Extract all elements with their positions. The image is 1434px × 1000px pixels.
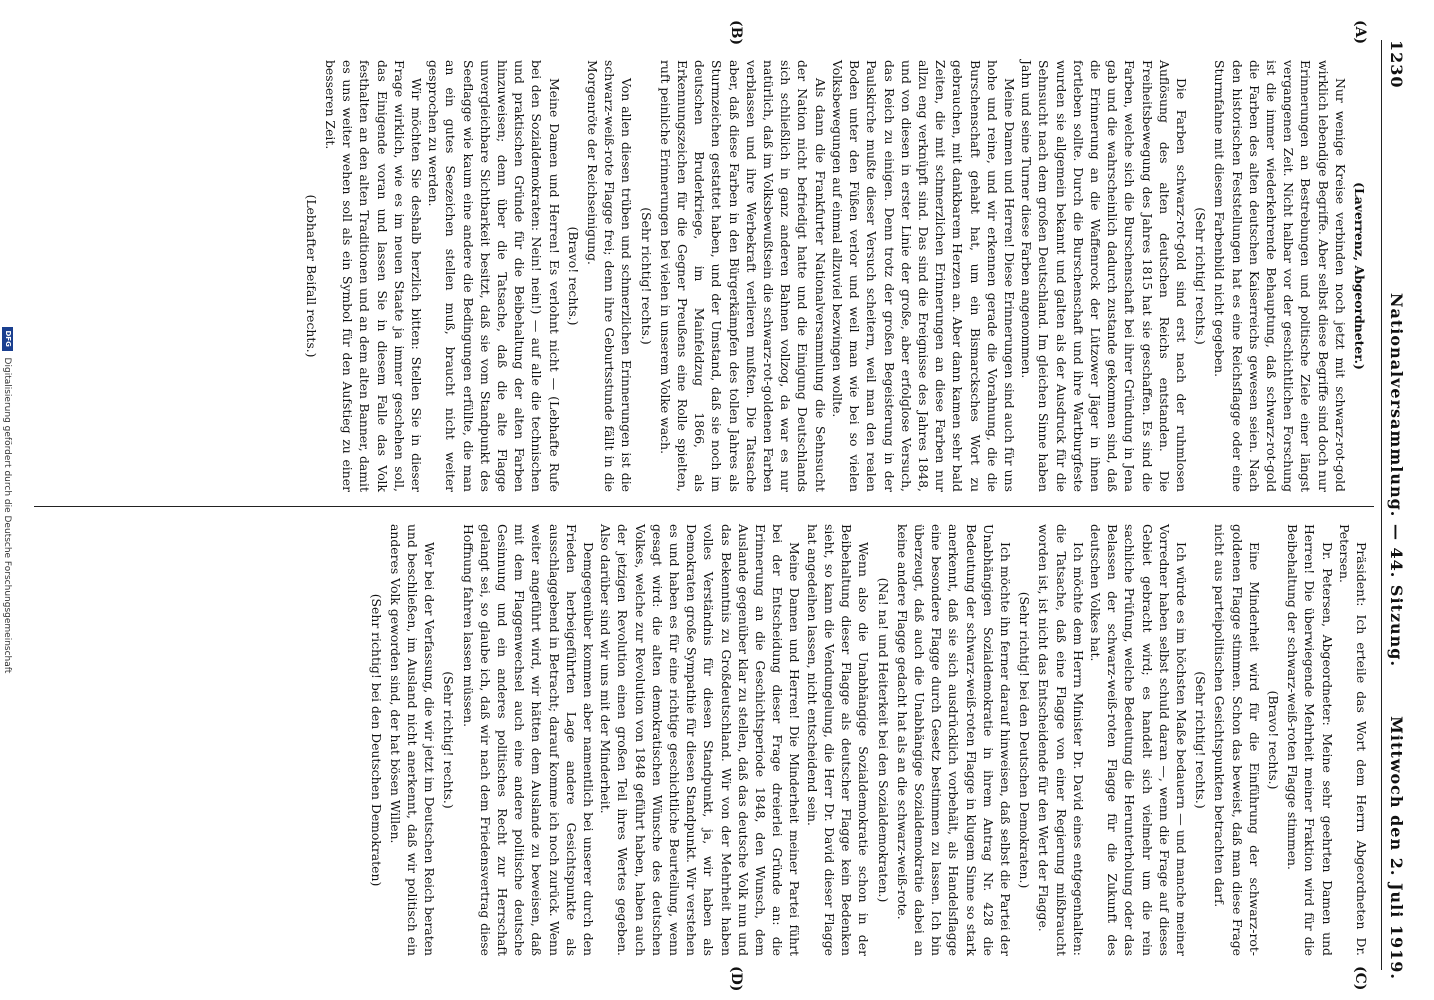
paragraph: Als dann die Frankfurter Nationalversammlung die Sehnsucht der Nation nicht befriedigt hatte und die Einigung Deutschlands sich schließlich in ganz anderen Bahnen vollzog, da war es nur natürlich, daß im Volksbewußtsein die schwarz-rot-goldenen Farben verblassen und ihre Werbekraft verlieren mußten. Die Tatsache aber, daß diese Farben in den Bürgerkämpfen des tollen Jahres als Sturmzeichen gestattet haben, und der Umstand, daß sie noch im deutschen Bruderkriege, im Mainfeldzug 1866, als Erkennungszeichen für die Gegner Preußens eine Rolle spielten, ruft peinliche Erinnerungen bei vielen in unserem Volke wach. — [657, 60, 828, 492]
page-header — [1382, 40, 1410, 980]
paragraph: Ich möchte ihn ferner darauf hinweisen, daß selbst die Partei der Unabhängigen Sozialdemokratie in ihrem Antrag Nr. 428 die Bedeutung der schwarz-weiß-roten Flagge in klugem Sinne so stark anerkennt, daß sie sich ausdrücklich vorbehält, als Handelsflagge eine besondere Flagge durch Gesetz bestimmen zu lassen. Ich bin überzeugt, daß auch die Unabhängige Sozialdemokratie dabei an keine andere Flagge gedacht hat als an die schwarz-weiß-rote. — [894, 524, 1013, 956]
paragraph: Nur wenige Kreise verbinden noch jetzt mit schwarz-rot-gold wirklich lebendige Begriffe. Aber selbst diese Begriffe sind doch nur Erinnerungen an Bestrebungen und politische Ziele einer längst vergangenen Zeit. Nicht halbar vor der geschichtlichen Forschung ist die immer wiederkehrende Behauptung, daß schwarz-rot-gold die Farben des alten deutschen Kaiserreichs gewesen seien. Nach den historischen Feststellungen hat es eine Reichsflagge oder eine Sturmfahne mit diesem Farbenbild nicht gegeben. — [1212, 60, 1348, 492]
margin-letter-c: (C) — [1352, 966, 1368, 991]
interjection: (Sehr richtig! rechts.) — [1193, 671, 1209, 809]
margin-letter-a: (A) — [1352, 20, 1368, 45]
column-divider — [34, 506, 1374, 507]
paragraph: Demgegenüber kommen aber namentlich bei unserer durch den Frieden herbeigeführten Lage andere Gesichtspunkte als ausschlaggebend in Betracht; darauf komme ich noch zurück. Wenn weiter angeführt wird, wir hätten dem Auslande zu beweisen, daß mit dem Flaggenwechsel auch eine andere politische deutsche Gesinnung und ein anderes politisches Recht zur Herrschaft gelangt sei, so glaube ich, daß wir nach dem Friedensvertrag diese Hoffnung fahren lassen müssen. — [460, 524, 597, 956]
footer-credit — [2, 0, 13, 1000]
paragraph: Von allen diesen trüben und schmerzlichen Erinnerungen ist die schwarz-weiß-rote Flagge frei; denn ihre Geburtsstunde fällt in die Morgenröte der Reichseinigung. — [585, 60, 635, 492]
dfg-logo: DFG — [2, 327, 13, 351]
paragraph: Meine Damen und Herren! Diese Erinnerungen sind auch für uns hohe und reine, und wir erkennen gerade die Vorahnung, die die Burschenschaft gehabt hat, um ein Bismarcksches Wort zu gebrauchen, mit dankbarem Herzen an. Aber dann kamen sehr bald Zeiten, die mit schmerzlichen Erinnerungen an diese Farben nur allzu eng verknüpft sind. Das sind die Ereignisse des Jahres 1848, und von diesen in erster Linie der große, aber erfolglose Versuch, das Reich zu einigen. Denn trotz der großen Begeisterung in der Paulskirche mußte dieser Versuch scheitern, weil man den realen Boden unter den Füßen verlor und weil man wie bei so vielen Volksbewegungen auf einmal allzuviel bezwingen wollte. — [829, 60, 1017, 492]
interjection: (Sehr richtig! rechts.) — [638, 207, 654, 345]
header-rule — [1381, 40, 1382, 970]
paragraph: Ich würde es im höchsten Maße bedauern — und manche meiner Vorredner haben selbst schuld daran —, wenn die Frage auf dieses Gebiet gebracht wird; es handelt sich vielmehr um die rein sachliche Prüfung, welche Bedeutung die Herunterholung oder das Belassen der schwarz-weiß-roten Flagge für die Zukunft des deutschen Volkes hat. — [1087, 524, 1189, 956]
page-number: 1230 — [1387, 40, 1406, 89]
interjection: (Na! na! und Heiterkeit bei den Sozialdemokraten.) — [875, 577, 891, 903]
interjection: (Sehr richtig! bei den Deutschen Demokraten) — [368, 593, 384, 887]
paragraph: Meine Damen und Herren! Die Minderheit meiner Partei führt bei der Entscheidung dieser Frage dreierlei Gründe an: die Erinnerung an die Geschichtsperiode 1848, den Wunsch, dem Auslande gegenüber klar zu stellen, daß das deutsche Volk nun und das Bekenntnis zu Großdeutschland. Wir von der Mehrheit haben volles Verständnis für diesen Standpunkt, ja, wir haben als Demokraten große Sympathie für diesen Standpunkt. Wir verstehen es und haben es für eine richtige geschichtliche Beurteilung, wenn gesagt wird: die alten demokratischen Wünsche des deutschen Volkes, welche zur Revolution von 1848 geführt haben, haben auch der jetzigen Revolution einen großen Teil ihres Wertes gegeben. Also darüber sind wir uns mit der Minderheit. — [598, 524, 803, 956]
paragraph: Die Farben schwarz-rot-gold sind erst nach der ruhmlosen Auflösung des alten deutschen Reichs entstanden. Die Freiheitsbewegung des Jahres 1815 hat sie geschaffen. Es sind die Farben, welche sich die Burschenschaft bei ihrer Gründung in Jena gab und die wahrscheinlich dadurch zustande gekommen sind, daß die Erinnerung an die Waffenrock der Lützower Jäger in ihnen fortleben sollte. Durch die Burschenschaft und ihre Wartburgfeste wurden sie allgemein bekannt und galten als der Ausdruck für die Sehnsucht nach dem großen Deutschland. Im gleichen Sinne haben Jahn und seine Turner diese Farben angenommen. — [1019, 60, 1189, 492]
interjection: (Bravo! rechts.) — [1265, 690, 1281, 790]
session-title: Nationalversammlung. — 44. Sitzung. — [1387, 292, 1406, 668]
footer-text: Digitalisierung gefördert durch die Deutsche Forschungsgemeinschaft — [2, 357, 12, 674]
interjection: (Sehr richtig! rechts.) — [441, 671, 457, 809]
paragraph: Wenn also die Unabhängige Sozialdemokratie schon in der Beibehaltung dieser Flagge als deutscher Flagge kein Bedenken sieht, so kann die Vendungelung, die Herr Dr. David dieser Flagge hat angedeihen lassen, nicht entscheidend sein. — [804, 524, 872, 956]
speaker-note: (Laverrenz, Abgeordneter.) — [1352, 182, 1367, 370]
paragraph: Wir möchten Sie deshalb herzlich bitten: Stellen Sie in dieser Frage wirklich, wie es im neuen Staate ja immer geschehen soll, das Einigende voran und lassen Sie in diesem Falle das Volk festhalten an den alten Traditionen und an dem alten Banner, damit es uns weiter wehen soll als ein Symbol für den Aufstieg zu einer besseren Zeit. — [323, 60, 425, 492]
interjection: (Lebhafter Beifall rechts.) — [303, 194, 319, 358]
paragraph: Eine Minderheit wird für die Einführung der schwarz-rot-goldenen Flagge stimmen. Schon das beweist, daß man diese Frage nicht aus parteipolitischen Gesichtspunkten betrachten darf. — [1212, 524, 1262, 956]
session-date: Mittwoch den 2. Juli 1919. — [1387, 716, 1406, 980]
interjection: (Sehr richtig! rechts.) — [1193, 207, 1209, 345]
interjection: (Bravo! rechts.) — [565, 226, 581, 326]
interjection: (Sehr richtig! bei den Deutschen Demokraten.) — [1017, 591, 1033, 889]
paragraph: Ich möchte dem Herrn Minister Dr. David eines entgegenhalten: die Tatsache, daß eine Flagge von einer Regierung mißbraucht worden ist, ist nicht das Entscheidende für den Wert der Flagge. — [1036, 524, 1086, 956]
margin-letter-b: (B) — [728, 20, 744, 46]
paragraph: Meine Damen und Herren! Es verlohnt nicht — (Lebhafte Rufe bei den Sozialdemokraten: Nein! nein!) — auf alle die technischen und praktischen Gründe für die Beibehaltung der alten Farben hinzuweisen; denn über die Tatsache, daß die alte Flagge unvergleichbare Sichtbarkeit besitzt, daß sie vom Standpunkt des Seeflagge wie kaum eine andere die Bedingungen erfüllte, die man an ein gutes Seezeichen stellen muß, braucht nicht weiter gesprochen zu werden. — [426, 60, 562, 492]
margin-letter-d: (D) — [728, 966, 744, 992]
right-text-column — [365, 524, 1370, 956]
paragraph: Wer bei der Verfassung, die wir jetzt im Deutschen Reich beraten und beschließen, im Ausland nicht anerkennt, daß wir politisch ein anderes Volk geworden sind, der hat bösen Willen. — [387, 524, 438, 956]
left-text-column — [301, 60, 1370, 492]
paragraph: Dr. Petersen, Abgeordneter: Meine sehr geehrten Damen und Herren! Die überwiegende Mehrheit meiner Fraktion wird für die Beibehaltung der schwarz-weiß-roten Flagge stimmen. — [1285, 524, 1335, 956]
paragraph: Präsident: Ich erteile das Wort dem Herrn Abgeordneten Dr. Petersen. — [1336, 524, 1369, 956]
